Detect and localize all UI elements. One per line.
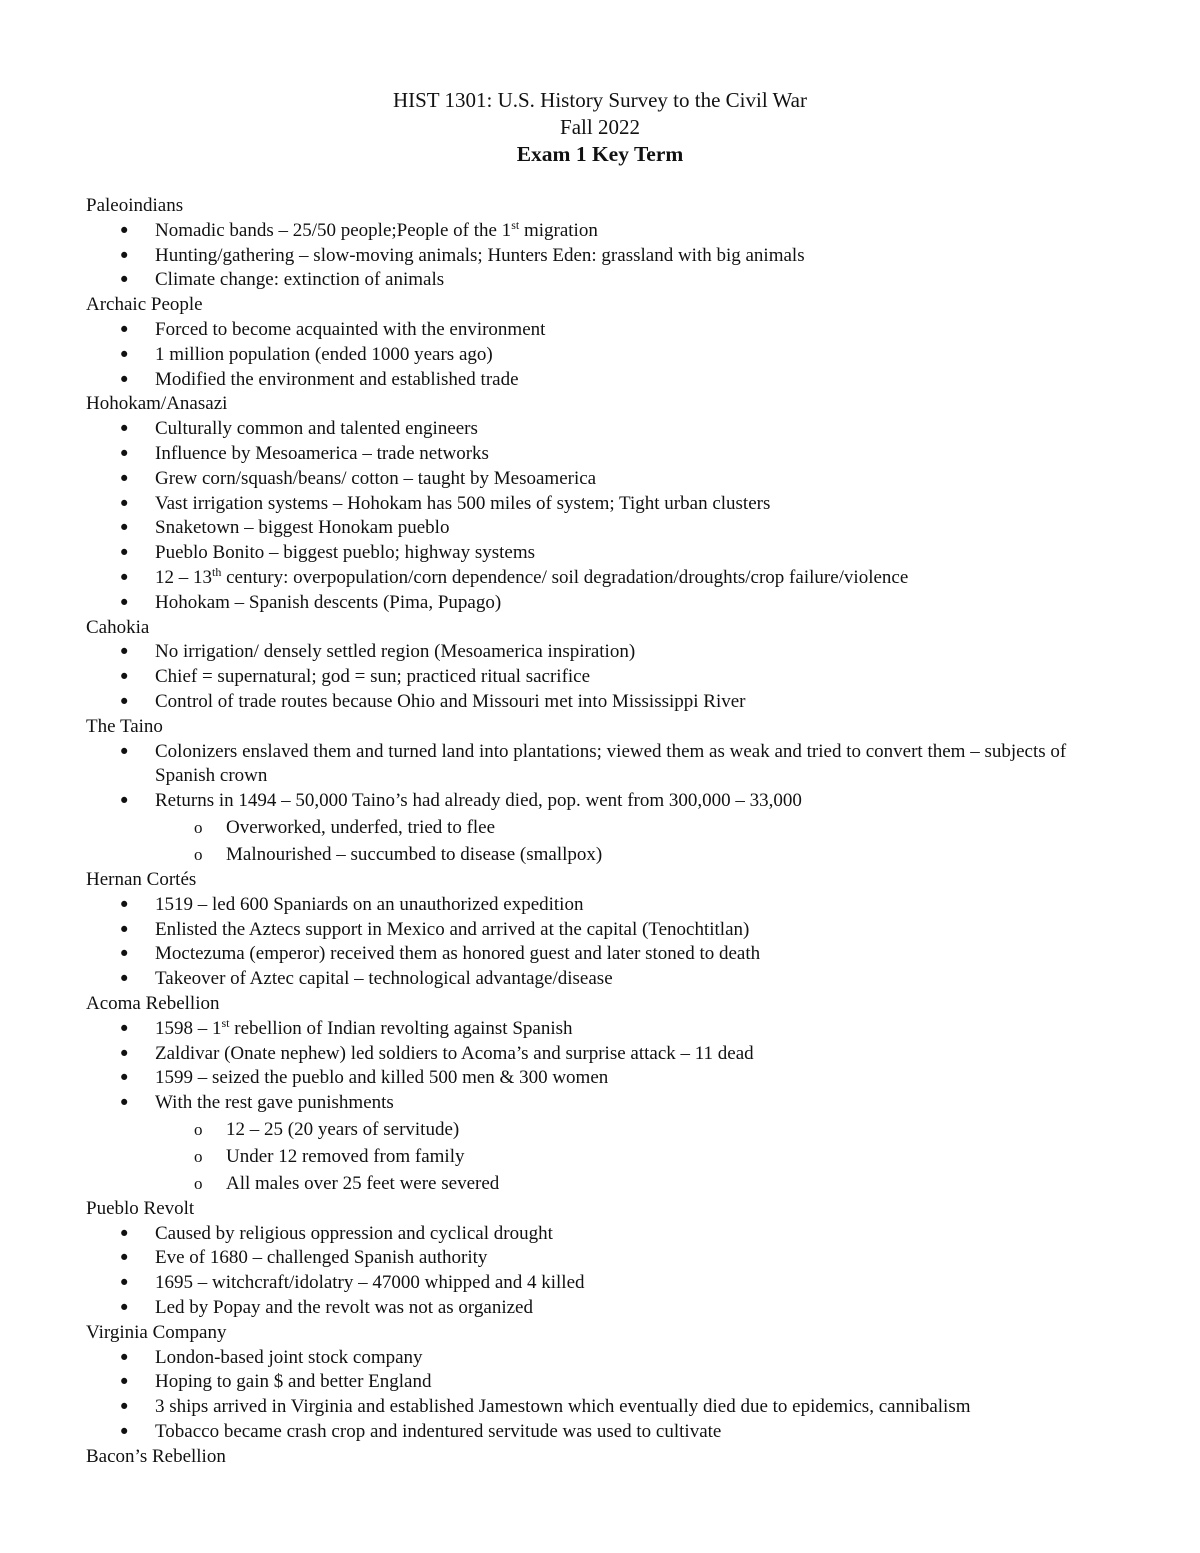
bullet-item	[86, 1222, 1126, 1247]
key-terms-list	[86, 194, 1126, 1470]
document-header	[0, 87, 1200, 168]
ordinal-suffix: th	[212, 564, 222, 579]
key-term-heading: Acoma Rebellion	[86, 992, 220, 1014]
bullet-text: Led by Popay and the revolt was not as organized	[155, 1297, 533, 1319]
bullet-text: Influence by Mesoamerica – trade networks	[155, 442, 489, 464]
sub-bullet-item: o Malnourished – succumbed to disease (smallpox)	[86, 841, 1126, 868]
ordinal-suffix: st	[511, 217, 520, 232]
bullet-item	[86, 1346, 1126, 1371]
bullet-item	[86, 1091, 1126, 1116]
bullet-text: rebellion of Indian revolting against Spanish	[229, 1017, 573, 1039]
bullet-text: Control of trade routes because Ohio and Missouri met into Mississippi River	[155, 690, 746, 712]
bullet-item	[86, 318, 1126, 343]
bullet-text: century: overpopulation/corn dependence/ soil degradation/droughts/crop failure/violence	[221, 566, 909, 588]
bullet-text: Snaketown – biggest Honokam pueblo	[155, 517, 450, 539]
bullet-text: Modified the environment and established trade	[155, 368, 519, 390]
bullet-item	[86, 1066, 1126, 1091]
bullet-text: Forced to become acquainted with the environment	[155, 318, 546, 340]
bullet-text: No irrigation/ densely settled region (Mesoamerica inspiration)	[155, 641, 636, 663]
key-term-bullets	[86, 219, 1126, 293]
sub-bullet-item: o 12 – 25 (20 years of servitude)	[86, 1116, 1126, 1143]
key-term-heading: Hohokam/Anasazi	[86, 393, 228, 415]
bullet-item	[86, 967, 1126, 992]
bullet-text: 1695 – witchcraft/idolatry – 47000 whipped and 4 killed	[155, 1272, 585, 1294]
key-term-heading: The Taino	[86, 715, 163, 737]
key-term-bullets	[86, 893, 1126, 992]
bullet-item	[86, 789, 1126, 814]
bullet-text: Eve of 1680 – challenged Spanish authority	[155, 1247, 488, 1269]
ordinal-suffix: st	[221, 1015, 230, 1030]
bullet-text: 1598 – 1	[155, 1017, 222, 1039]
bullet-text: Takeover of Aztec capital – technological advantage/disease	[155, 968, 613, 990]
bullet-text: 1599 – seized the pueblo and killed 500 men & 300 women	[155, 1067, 609, 1089]
course-title: HIST 1301: U.S. History Survey to the Civil War	[392, 88, 808, 112]
semester: Fall 2022	[560, 115, 640, 139]
key-term-heading: Cahokia	[86, 616, 150, 638]
bullet-item	[86, 566, 1126, 591]
sub-bullet-item: o All males over 25 feet were severed	[86, 1170, 1126, 1197]
key-term-heading: Bacon’s Rebellion	[86, 1445, 226, 1467]
bullet-text: Pueblo Bonito – biggest pueblo; highway systems	[155, 542, 535, 564]
bullet-item	[86, 417, 1126, 442]
bullet-text: Enlisted the Aztecs support in Mexico and arrived at the capital (Tenochtitlan)	[155, 918, 750, 940]
key-term-heading: Paleoindians	[86, 195, 184, 216]
bullet-item	[86, 665, 1126, 690]
bullet-item	[86, 219, 1126, 244]
key-term-heading: Hernan Cortés	[86, 868, 197, 890]
bullet-item	[86, 1042, 1126, 1067]
bullet-item	[86, 541, 1126, 566]
key-term-heading: Archaic People	[86, 294, 203, 316]
bullet-text: Climate change: extinction of animals	[155, 269, 445, 291]
exam-title: Exam 1 Key Term	[516, 142, 684, 166]
key-term-bullets	[86, 1017, 1126, 1197]
bullet-text: Zaldivar (Onate nephew) led soldiers to Acoma’s and surprise attack – 11 dead	[155, 1042, 754, 1064]
bullet-item	[86, 368, 1126, 393]
bullet-item	[86, 1420, 1126, 1445]
bullet-item	[86, 1296, 1126, 1321]
bullet-item	[86, 591, 1126, 616]
key-term-bullets	[86, 1222, 1126, 1321]
bullet-text: Grew corn/squash/beans/ cotton – taught by Mesoamerica	[155, 467, 597, 489]
bullet-item	[86, 942, 1126, 967]
bullet-text: Nomadic bands – 25/50 people;People of the 1	[155, 219, 512, 241]
bullet-item	[86, 343, 1126, 368]
key-term-bullets	[86, 740, 1126, 868]
bullet-text: Vast irrigation systems – Hohokam has 500 miles of system; Tight urban clusters	[155, 492, 771, 514]
key-term-bullets	[86, 640, 1126, 714]
bullet-text: Returns in 1494 – 50,000 Taino’s had already died, pop. went from 300,000 – 33,000	[155, 790, 802, 812]
key-term-heading: Virginia Company	[86, 1321, 227, 1343]
bullet-item	[86, 268, 1126, 293]
sub-bullet-item: o Overworked, underfed, tried to flee	[86, 814, 1126, 841]
bullet-text: Caused by religious oppression and cyclical drought	[155, 1222, 553, 1244]
bullet-text: Tobacco became crash crop and indentured servitude was used to cultivate	[155, 1421, 722, 1443]
bullet-item	[86, 442, 1126, 467]
bullet-item	[86, 1370, 1126, 1395]
bullet-text: Chief = supernatural; god = sun; practiced ritual sacrifice	[155, 666, 591, 688]
bullet-item	[86, 1395, 1126, 1420]
bullet-item	[86, 918, 1126, 943]
bullet-item	[86, 893, 1126, 918]
bullet-text: Colonizers enslaved them and turned land into plantations; viewed them as weak and tried to convert them – subjects of Spanish crown	[155, 740, 1067, 787]
bullet-text: 3 ships arrived in Virginia and established Jamestown which eventually died due to epidemics, cannibalism	[155, 1396, 971, 1418]
bullet-text: With the rest gave punishments	[155, 1092, 394, 1114]
bullet-text: Moctezuma (emperor) received them as honored guest and later stoned to death	[155, 943, 761, 965]
bullet-text: 1 million population (ended 1000 years ago)	[155, 343, 493, 365]
bullet-item	[86, 492, 1126, 517]
bullet-text: Culturally common and talented engineers	[155, 418, 478, 440]
bullet-item	[86, 1271, 1126, 1296]
key-term-heading: Pueblo Revolt	[86, 1197, 195, 1219]
bullet-item	[86, 690, 1126, 715]
bullet-text: Hohokam – Spanish descents (Pima, Pupago)	[155, 591, 502, 613]
bullet-item	[86, 740, 1126, 790]
bullet-text: Hunting/gathering – slow-moving animals; Hunters Eden: grassland with big animals	[155, 244, 805, 266]
bullet-text: migration	[519, 219, 598, 241]
bullet-item	[86, 1246, 1126, 1271]
sub-bullet-item: o Under 12 removed from family	[86, 1143, 1126, 1170]
bullet-item	[86, 1017, 1126, 1042]
bullet-item	[86, 244, 1126, 269]
bullet-item	[86, 516, 1126, 541]
bullet-text: Hoping to gain $ and better England	[155, 1371, 432, 1393]
bullet-text: London-based joint stock company	[155, 1346, 423, 1368]
bullet-item	[86, 467, 1126, 492]
key-term-bullets	[86, 417, 1126, 615]
bullet-text: 12 – 13	[155, 566, 212, 588]
key-term-bullets	[86, 1346, 1126, 1445]
bullet-item	[86, 640, 1126, 665]
key-term-bullets	[86, 318, 1126, 392]
bullet-text: 1519 – led 600 Spaniards on an unauthorized expedition	[155, 893, 584, 915]
